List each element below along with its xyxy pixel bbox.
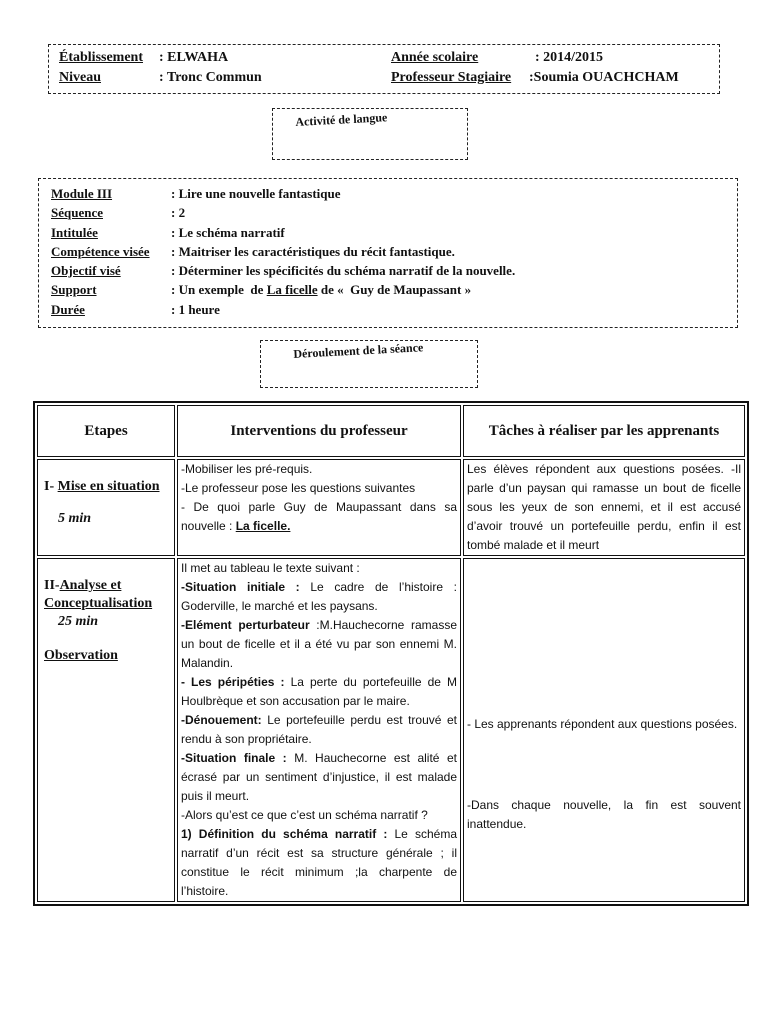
apprenants-cell-1: Les élèves répondent aux questions posées. -Il parle d’un paysan qui ramasse un bout de ficelle sous les yeux de son ennemi, et il est accusé d’avoir trouvé un portefeuille perdu, enfin il est tombé malade et il meurt: [463, 459, 745, 556]
intitulee-label: Intitulée: [51, 224, 98, 240]
support-prefix: : Un exemple de: [171, 282, 267, 298]
module-value: : Lire une nouvelle fantastique: [171, 186, 341, 201]
table-header-row: [37, 405, 745, 457]
etape-duration: 25 min: [58, 614, 99, 629]
etape-duration: 5 min: [58, 511, 92, 526]
objectif-label: Objectif visé: [51, 263, 121, 279]
prof-cell-1: -Mobiliser les pré-requis. -Le professeur pose les questions suivantes - De quoi parle Guy de Maupassant dans sa nouvelle : La ficelle.: [177, 459, 461, 556]
sequence-label: Séquence: [51, 205, 103, 221]
prof-value: :Soumia OUACHCHAM: [529, 70, 679, 85]
competence-label: Compétence visée: [51, 243, 150, 259]
lesson-table: [33, 401, 749, 906]
etape-analyse: II-Analyse et Conceptualisation 25 min Observation: [37, 558, 175, 902]
etablissement-value: : ELWAHA: [159, 50, 229, 65]
support-title: La ficelle: [266, 282, 318, 298]
header-taches: Tâches à réaliser par les apprenants: [463, 405, 745, 457]
apprenants-answer-2: -Dans chaque nouvelle, la fin est souvent inattendue.: [467, 798, 741, 831]
module-info-box: [38, 178, 738, 328]
table-row: [37, 558, 745, 902]
objectif-value: : Déterminer les spécificités du schéma narratif de la nouvelle.: [171, 263, 516, 279]
observation-label: Observation: [44, 648, 118, 663]
support-label: Support: [51, 282, 97, 298]
header-etapes: Etapes: [37, 405, 175, 457]
nouvelle-title: La ficelle.: [235, 519, 291, 533]
table-row: [37, 459, 745, 556]
header-interventions: Interventions du professeur: [177, 405, 461, 457]
competence-value: : Maitriser les caractéristiques du récit fantastique.: [171, 243, 455, 259]
header-box: [48, 44, 720, 94]
annee-label: Année scolaire: [391, 50, 479, 65]
intitulee-value: : Le schéma narratif: [171, 224, 285, 240]
apprenants-cell-2: [463, 558, 745, 902]
module-label: Module III: [51, 186, 113, 201]
etape-mise-en-situation: I- Mise en situation 5 min: [37, 459, 175, 556]
etape-title: Mise en situation: [57, 479, 160, 494]
prof-label: Professeur Stagiaire: [391, 70, 512, 85]
activity-title: Activité de langue: [295, 110, 388, 129]
prof-cell-2: Il met au tableau le texte suivant : -Situation initiale : Le cadre de l’histoire : Goderville, le marché et les paysans. -Elément perturbateur :M.Hauchecorne ramasse un bout de ficelle et il a été vu par son ennemi M. Malandin. - Les péripéties : La perte du portefeuille de M Houlbrèque et son accusation par le maire. -Dénouement: Le portefeuille perdu est trouvé et rendu à son propriétaire. -Situation finale : M. Hauchecorne est alité et écrasé par un sentiment d’injustice, il est malade puis il meurt. -Alors qu’est ce que c’est un schéma narratif ? 1) Définition du schéma narratif : Le schéma narratif d’un récit est sa structure générale ; il constitue le récit minimum ;la charpente de l’histoire.: [177, 558, 461, 902]
deroulement-title: Déroulement de la séance: [293, 340, 424, 361]
etablissement-label: Établissement: [59, 50, 143, 65]
etape-title: Analyse et Conceptualisation: [44, 578, 153, 611]
activity-title-box: [272, 108, 468, 160]
sequence-value: : 2: [171, 205, 186, 221]
deroulement-title-box: [260, 340, 478, 388]
annee-value: : 2014/2015: [535, 50, 604, 65]
support-value: [171, 280, 725, 299]
support-suffix: de « Guy de Maupassant »: [317, 282, 472, 298]
apprenants-answer-1: - Les apprenants répondent aux questions posées.: [467, 717, 738, 731]
duree-value: : 1 heure: [171, 301, 220, 317]
duree-label: Durée: [51, 301, 85, 317]
niveau-label: Niveau: [59, 70, 101, 85]
niveau-value: : Tronc Commun: [159, 70, 262, 85]
